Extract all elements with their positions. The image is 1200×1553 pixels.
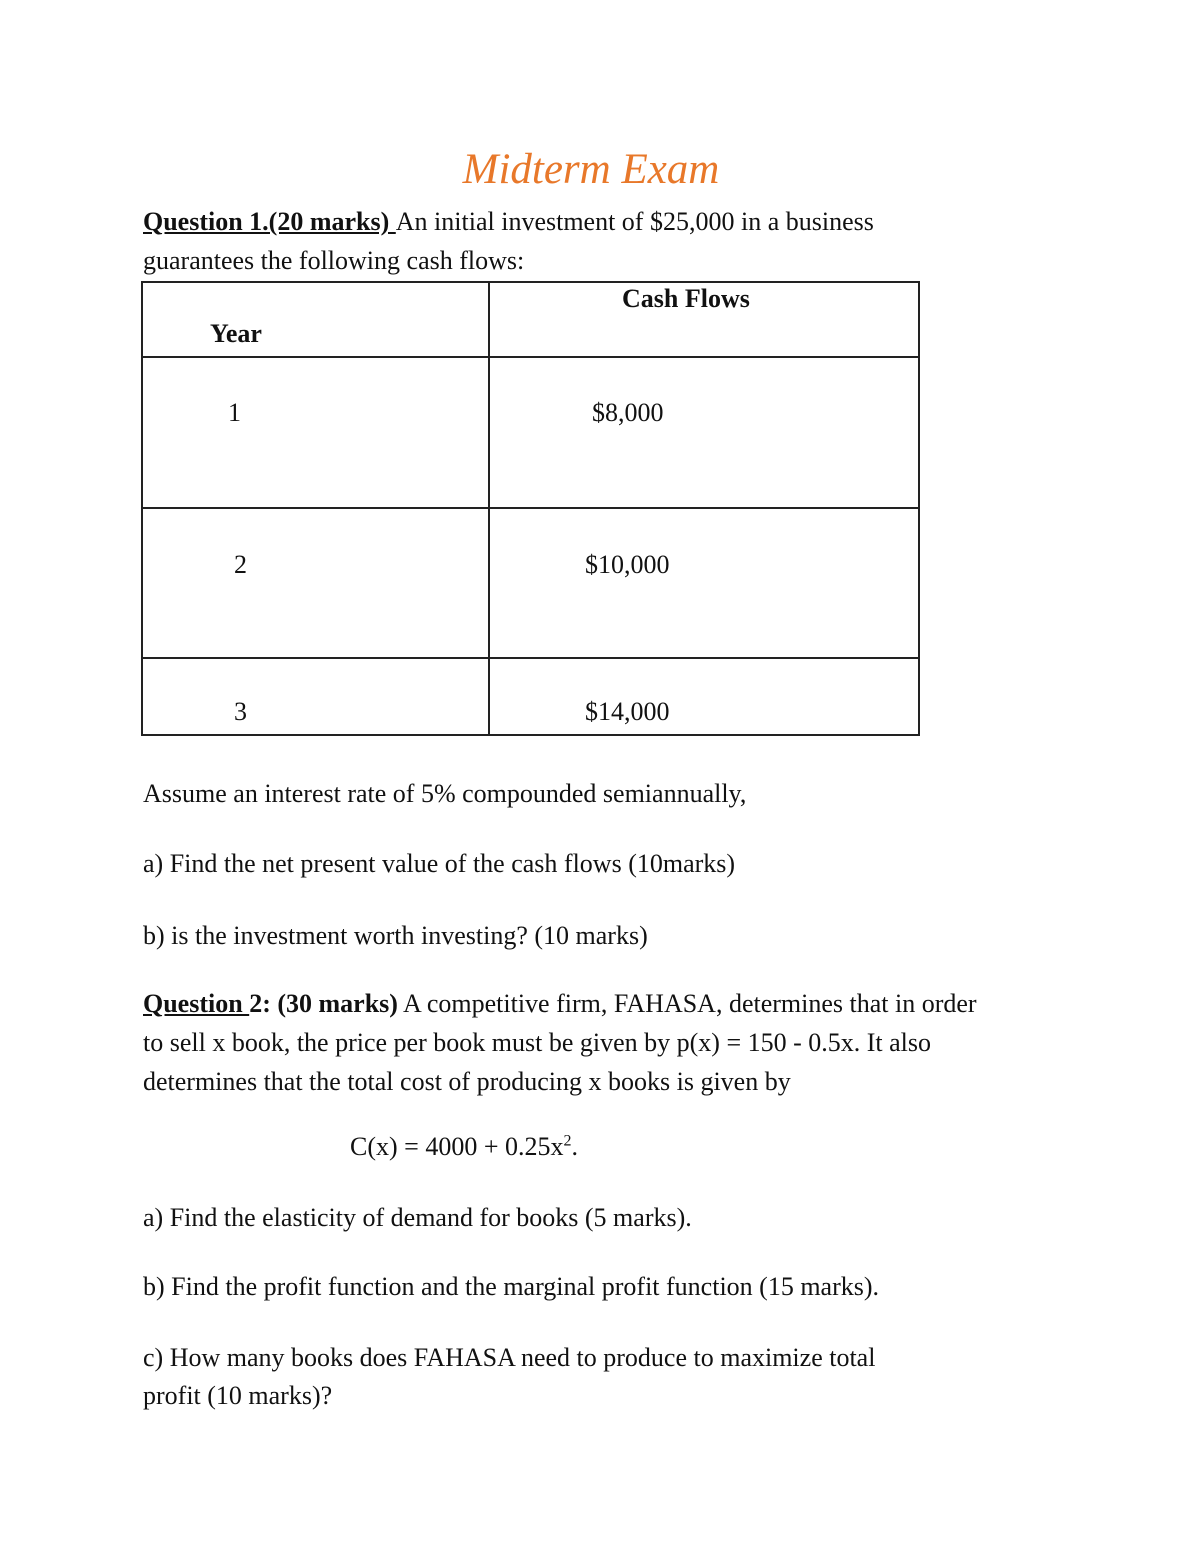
- header-cash-flows: Cash Flows: [622, 284, 750, 313]
- q2-intro-text: A competitive firm, FAHASA, determines that in order: [397, 989, 977, 1018]
- q1-intro-text: An initial investment of $25,000 in a business: [395, 207, 874, 236]
- q1-intro-line2: guarantees the following cash flows:: [143, 246, 525, 275]
- q2-part-c-line2: profit (10 marks)?: [143, 1381, 333, 1410]
- cash-value: $10,000: [585, 550, 670, 579]
- year-cell: [142, 658, 489, 735]
- q2-marks: (30 marks): [277, 989, 398, 1018]
- cash-flow-table: [141, 281, 920, 736]
- page-title: Midterm Exam: [462, 146, 720, 193]
- header-year-cell: [142, 282, 489, 357]
- q2-label-number: 2: [249, 989, 263, 1018]
- year-value: 2: [234, 550, 247, 579]
- header-cash-cell: [489, 282, 919, 357]
- year-cell: [142, 357, 489, 508]
- q2-part-a: a) Find the elasticity of demand for books (5 marks).: [143, 1203, 692, 1232]
- table-row: [142, 357, 919, 508]
- q1-part-b: b) is the investment worth investing? (10 marks): [143, 921, 648, 950]
- q2-intro-line1: [143, 985, 977, 1023]
- table-row: [142, 658, 919, 735]
- year-value: 1: [228, 398, 241, 427]
- equation-end: .: [571, 1132, 578, 1161]
- q1-part-a: a) Find the net present value of the cash flows (10marks): [143, 849, 736, 878]
- q2-part-b: b) Find the profit function and the marginal profit function (15 marks).: [143, 1272, 880, 1301]
- cash-value: $8,000: [592, 398, 664, 427]
- q2-label: Question: [143, 989, 250, 1018]
- header-year: Year: [210, 319, 262, 348]
- table-row: [142, 508, 919, 658]
- q1-label: Question 1.(20 marks): [143, 207, 396, 236]
- q2-part-c-line1: c) How many books does FAHASA need to produce to maximize total: [143, 1343, 876, 1372]
- equation-main: C(x) = 4000 + 0.25x: [350, 1132, 564, 1161]
- cash-cell: [489, 357, 919, 508]
- table-header-row: [142, 282, 919, 357]
- year-cell: [142, 508, 489, 658]
- year-value: 3: [234, 697, 247, 726]
- cash-value: $14,000: [585, 697, 670, 726]
- equation-exponent: 2: [563, 1132, 572, 1150]
- q1-intro-line1: [143, 203, 874, 241]
- cost-equation: [350, 1128, 578, 1166]
- q2-intro-line2: to sell x book, the price per book must be given by p(x) = 150 - 0.5x. It also: [143, 1028, 932, 1057]
- cash-cell: [489, 658, 919, 735]
- q2-label-colon: :: [262, 989, 278, 1018]
- cash-cell: [489, 508, 919, 658]
- q2-intro-line3: determines that the total cost of producing x books is given by: [143, 1067, 791, 1096]
- q1-assumption: Assume an interest rate of 5% compounded semiannually,: [143, 779, 747, 808]
